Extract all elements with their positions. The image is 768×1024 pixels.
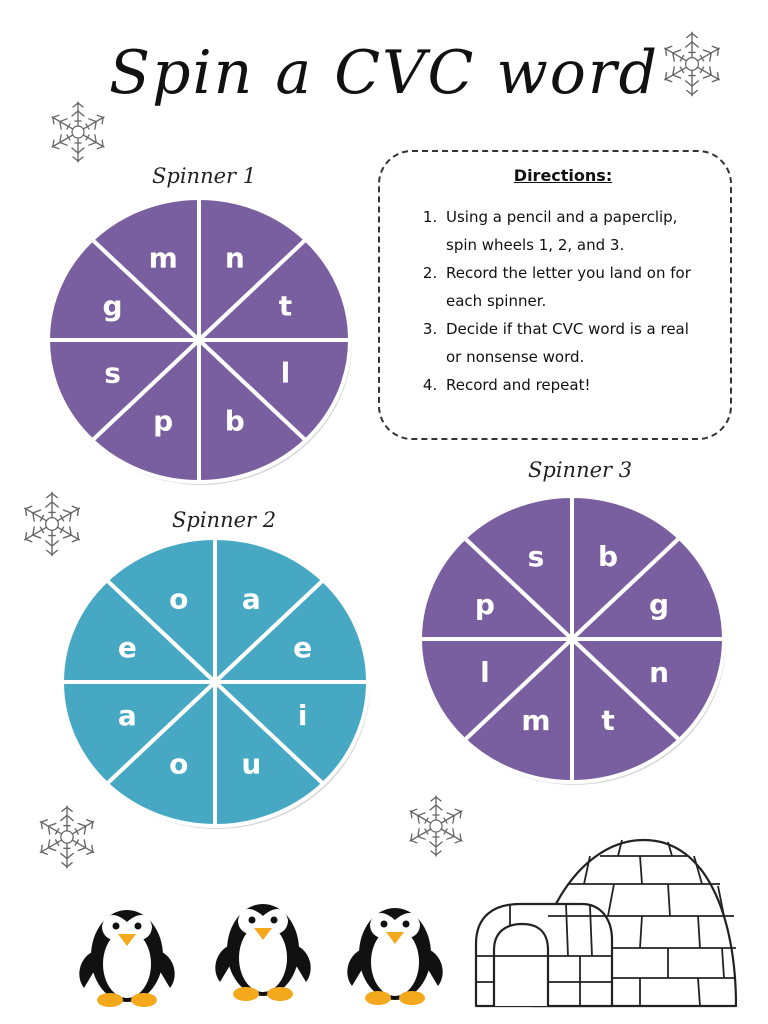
directions-heading: Directions: [513,166,613,185]
spinner-letter: b [598,540,619,574]
spinner-1-label: Spinner 1 [152,164,257,188]
spinner-3-label: Spinner 3 [528,458,633,482]
spinner-letter: l [480,655,490,689]
direction-step: 1. Using a pencil and a paperclip, spin wheels 1, 2, and 3. [442,203,706,259]
spinner-letter: m [521,703,551,737]
penguin-icon [72,886,182,1010]
penguin-icon [208,880,318,1004]
snowflake-icon [42,96,114,168]
spinner-letter: b [224,404,245,438]
spinner-letter: n [224,241,245,275]
spinner-letter: e [293,630,313,664]
spinner-letter: n [649,655,670,689]
spinner-2-label: Spinner 2 [172,508,277,532]
penguin-icon [340,884,450,1008]
spinner-1-wheel[interactable] [44,194,354,486]
spinner-letter: g [649,588,670,622]
spinner-3-wheel[interactable] [416,492,728,786]
spinner-letter: t [601,703,615,737]
page-title: Spin a CVC word [108,38,660,108]
snowflake-icon [400,790,472,862]
spinner-letter: m [148,241,178,275]
spinner-letter: o [169,747,189,781]
snowflake-icon [654,26,730,102]
spinner-letter: s [104,356,121,390]
spinner-letter: e [117,630,137,664]
direction-step: 2. Record the letter you land on for each spinner. [442,259,706,315]
spinner-2-wheel[interactable] [58,534,372,830]
spinner-letter: i [297,699,308,733]
direction-step: 3. Decide if that CVC word is a real or nonsense word. [442,315,706,371]
spinner-letter: t [278,289,293,323]
spinner-letter: o [169,582,189,616]
spinner-letter: p [474,588,495,622]
directions-list [420,203,706,399]
directions-box [378,150,732,440]
spinner-letter: a [117,699,137,733]
spinner-letter: u [241,747,262,781]
direction-step: 4. Record and repeat! [442,371,706,399]
spinner-letter: p [153,404,174,438]
spinner-letter: l [280,356,291,390]
spinner-letter: a [241,582,261,616]
spinner-letter: g [102,289,123,323]
spinner-letter: s [527,540,545,574]
igloo-icon [472,826,742,1012]
